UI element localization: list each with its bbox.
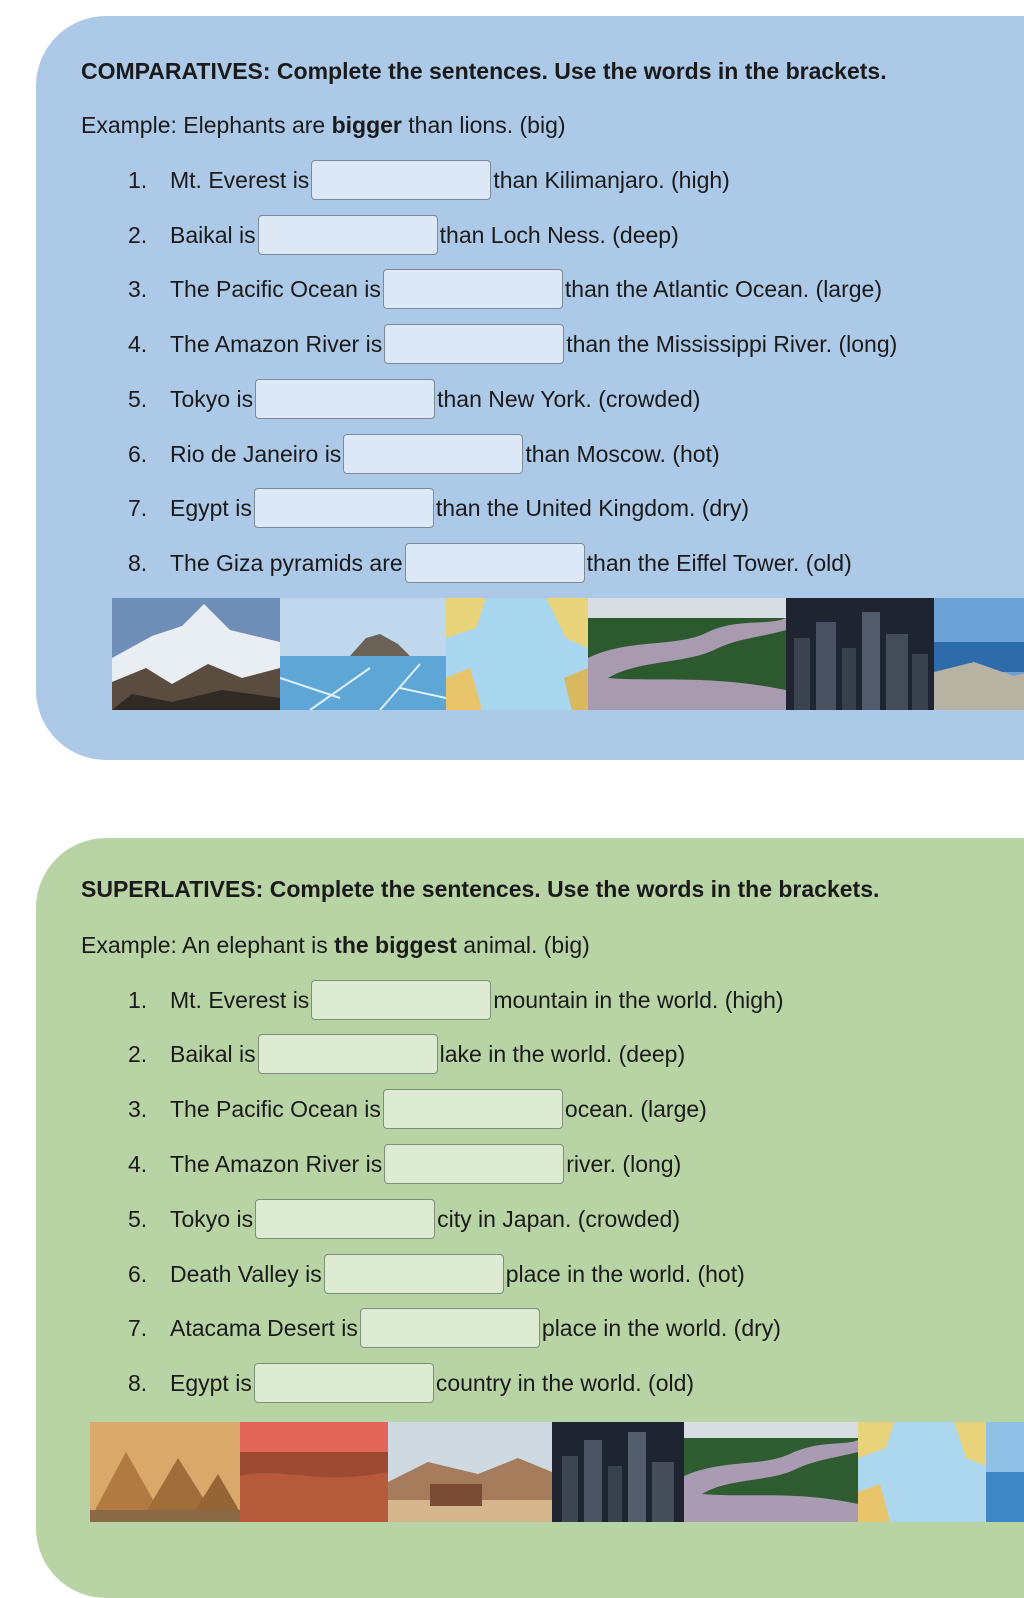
superlatives-section [36, 838, 1024, 1598]
comparative-item-5: 5. Tokyo is than New York. (crowded) [128, 379, 700, 419]
answer-input-superlative-7[interactable] [360, 1308, 540, 1348]
superlative-item-1: 1. Mt. Everest is mountain in the world. (high) [128, 980, 784, 1020]
answer-input-comparative-4[interactable] [384, 324, 564, 364]
answer-input-comparative-1[interactable] [311, 160, 491, 200]
superlatives-photo-strip [90, 1422, 1024, 1522]
answer-input-superlative-3[interactable] [383, 1089, 563, 1129]
superlative-item-5: 5. Tokyo is city in Japan. (crowded) [128, 1199, 680, 1239]
comparatives-section [36, 16, 1024, 760]
comparative-item-4: 4. The Amazon River is than the Mississippi River. (long) [128, 324, 897, 364]
ocean-map-photo [446, 598, 588, 710]
answer-input-comparative-6[interactable] [343, 434, 523, 474]
answer-input-superlative-4[interactable] [384, 1144, 564, 1184]
superlative-item-2: 2. Baikal is lake in the world. (deep) [128, 1034, 685, 1074]
ocean-map-photo [858, 1422, 986, 1522]
superlatives-heading: SUPERLATIVES: Complete the sentences. Use the words in the brackets. [81, 876, 880, 902]
answer-input-superlative-2[interactable] [258, 1034, 438, 1074]
comparative-item-1: 1. Mt. Everest is than Kilimanjaro. (high) [128, 160, 730, 200]
superlative-item-4: 4. The Amazon River is river. (long) [128, 1144, 681, 1184]
superlatives-example: Example: An elephant is the biggest animal. (big) [81, 932, 590, 958]
desert-sign-photo [388, 1422, 552, 1522]
pyramids-photo [90, 1422, 240, 1522]
comparative-item-3: 3. The Pacific Ocean is than the Atlantic Ocean. (large) [128, 269, 882, 309]
sea-photo [986, 1422, 1024, 1522]
superlative-item-7: 7. Atacama Desert is place in the world. (dry) [128, 1308, 781, 1348]
answer-input-comparative-3[interactable] [383, 269, 563, 309]
superlative-item-6: 6. Death Valley is place in the world. (hot) [128, 1254, 745, 1294]
comparatives-heading: COMPARATIVES: Complete the sentences. Use the words in the brackets. [81, 58, 887, 84]
river-photo [684, 1422, 858, 1522]
river-photo [588, 598, 786, 710]
comparative-item-8: 8. The Giza pyramids are than the Eiffel Tower. (old) [128, 543, 852, 583]
answer-input-comparative-7[interactable] [254, 488, 434, 528]
mountain-photo [112, 598, 280, 710]
red-rock-canyon-photo [240, 1422, 388, 1522]
answer-input-superlative-1[interactable] [311, 980, 491, 1020]
city-night-photo [552, 1422, 684, 1522]
answer-input-comparative-5[interactable] [255, 379, 435, 419]
comparatives-photo-strip [112, 598, 1024, 710]
comparative-item-2: 2. Baikal is than Loch Ness. (deep) [128, 215, 679, 255]
answer-input-comparative-8[interactable] [405, 543, 585, 583]
frozen-lake-photo [280, 598, 446, 710]
comparative-item-7: 7. Egypt is than the United Kingdom. (dry) [128, 488, 749, 528]
comparative-item-6: 6. Rio de Janeiro is than Moscow. (hot) [128, 434, 720, 474]
superlative-item-8: 8. Egypt is country in the world. (old) [128, 1363, 694, 1403]
answer-input-superlative-5[interactable] [255, 1199, 435, 1239]
comparatives-example: Example: Elephants are bigger than lions. (big) [81, 112, 566, 138]
superlative-item-3: 3. The Pacific Ocean is ocean. (large) [128, 1089, 707, 1129]
answer-input-superlative-8[interactable] [254, 1363, 434, 1403]
answer-input-superlative-6[interactable] [324, 1254, 504, 1294]
coastal-city-photo [934, 598, 1024, 710]
city-night-photo [786, 598, 934, 710]
answer-input-comparative-2[interactable] [258, 215, 438, 255]
